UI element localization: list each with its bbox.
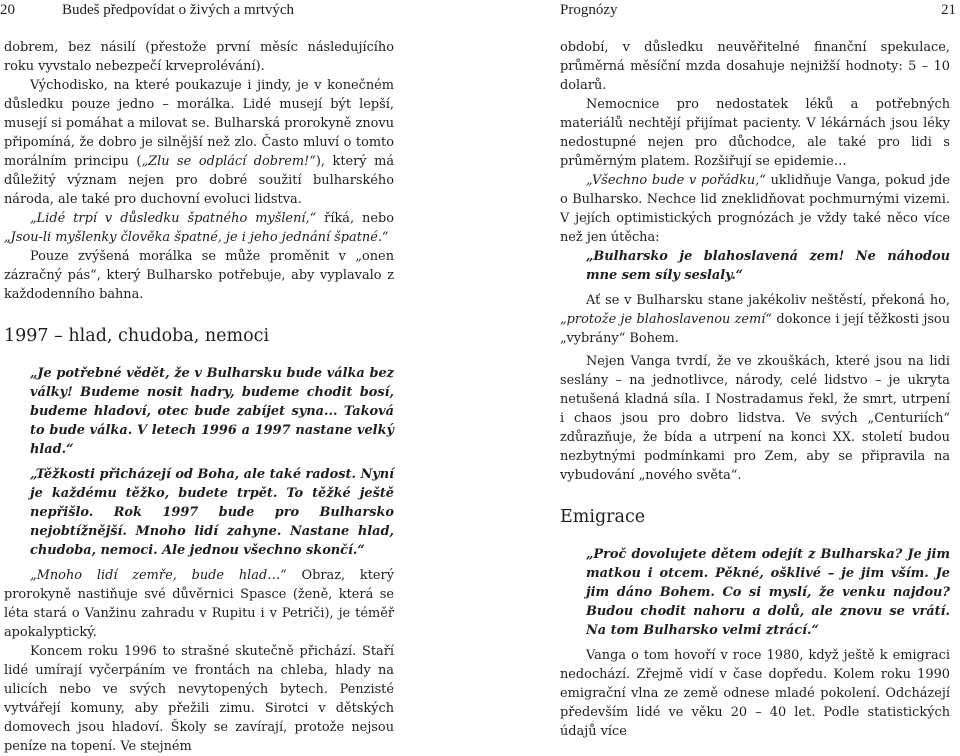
paragraph: Pouze zvýšená morálka se může proměnit v „onen zázračný pás“, který Bulharsko potřebuje, aby vyplavalo z každodenního bahna. — [4, 249, 394, 302]
text-column — [4, 38, 394, 756]
section-heading: 1997 – hlad, chudoba, nemoci — [4, 326, 270, 346]
inline-quote: „Zlu se odplácí dobrem!“ — [141, 154, 316, 169]
paragraph: Ať se v Bulharsku stane jakékoliv neštěstí, překoná ho, „protože je blahoslavenou zemí“ dokonce i její těžkosti jsou „vybrány“ Bohem. — [560, 293, 950, 346]
paragraph: dobrem, bez násilí (přestože první měsíc následujícího roku vyvstalo nebezpečí krveprolévání). — [4, 40, 394, 74]
running-title: Budeš předpovídat o živých a mrtvých — [62, 2, 295, 18]
inline-quote: „protože je blahoslavenou zemí“ — [560, 312, 772, 327]
paragraph: Nemocnice pro nedostatek léků a potřebných materiálů nechtějí přijímat pacienty. V lékárnách jsou léky nedostupné nejen pro důchodce, ale také pro lidi s průměrným platem. Rozšiřují se epidemie… — [560, 97, 950, 169]
running-title: Prognózy — [560, 2, 618, 18]
block-quote: „Je potřebné vědět, že v Bulharsku bude válka bez války! Budeme nosit hadry, budeme chodit bosí, budeme hladoví, otec bude zabíjet syna... Taková to bude válka. V letech 1996 a 1997 nastane velký hlad.“ — [30, 366, 394, 457]
paragraph: „Mnoho lidí zemře, bude hlad…“ Obraz, který prorokyně nastiňuje své důvěrnici Spasce (ženě, která se léta stará o Vanžinu zahradu v Rupitu i v Petriči), je téměř apokalyptický. — [4, 568, 394, 640]
paragraph: Vanga o tom hovoří v roce 1980, když ještě k emigraci nedochází. Zřejmě vidí v čase dopředu. Kolem roku 1990 emigrační vlna ze země odnese mladé pokolení. Odcházejí především lidé ve věku 20 – 40 let. Podle statistických údajů více — [560, 648, 950, 739]
paragraph: Východisko, na které poukazuje i jindy, je v konečném důsledku pouze jedno – morálka. Lidé musejí být lepší, musejí si pomáhat a milovat se. Bulharská prorokyně znovu připomíná, že dobro je silnější než zlo. Často mluví o tomto morálním principu („Zlu se odplácí dobrem!“), který má důležitý význam nejen pro dobré soužití bulharského národa, ale také pro duchovní evoluci lidstva. — [4, 78, 395, 207]
page-number: 21 — [941, 2, 956, 18]
block-quote: „Proč dovolujete dětem odejít z Bulharska? Je jim matkou i otcem. Pěkné, ošklivé – je jim vším. Je jim dáno Bohem. Co si myslí, že venku najdou? Budou chodit nahoru a dolů, ale znovu se vrátí. Na tom Bulharsko velmi ztrácí.“ — [586, 547, 950, 638]
page-number: 20 — [0, 2, 15, 18]
section-heading: Emigrace — [560, 507, 646, 527]
text-column — [560, 38, 950, 741]
inline-quote: „Lidé trpí v důsledku špatného myšlení,“ — [30, 211, 317, 226]
page-header — [480, 0, 960, 22]
page-header — [0, 0, 480, 22]
paragraph: Koncem roku 1996 to strašné skutečně přichází. Staří lidé umírají vyčerpáním ve frontách na chleba, hlady na ulicích nebo ve svých nevytopených bytech. Penzisté vytvářejí komuny, aby přežili zimu. Sirotci v dětských domovech jsou hladoví. Školy se zavírají, protože nejsou peníze na topení. Ve stejném — [4, 644, 394, 754]
block-quote: „Těžkosti přicházejí od Boha, ale také radost. Nyní je každému těžko, budete trpět. To těžké ještě nepřišlo. Rok 1997 bude pro Bulharsko nejobtížnější. Mnoho lidí zahyne. Nastane hlad, chudoba, nemoci. Ale jednou všechno skončí.“ — [30, 467, 395, 558]
block-quote: „Bulharsko je blahoslavená zem! Ne náhodou mne sem síly seslaly.“ — [586, 249, 950, 283]
left-page — [0, 0, 480, 754]
paragraph: „Lidé trpí v důsledku špatného myšlení,“ říká, nebo „Jsou-li myšlenky člověka špatné, je i jeho jednání špatné.“ — [4, 211, 394, 245]
inline-quote: „Všechno bude v pořádku,“ — [586, 173, 766, 188]
inline-quote: „Jsou-li myšlenky člověka špatné, je i jeho jednání špatné.“ — [4, 230, 389, 245]
inline-quote: „Mnoho lidí zemře, bude hlad…“ — [30, 568, 287, 583]
paragraph: Nejen Vanga tvrdí, že ve zkouškách, které jsou na lidi seslány – na jednotlivce, národy, celé lidstvo – je ukryta netušená kladná síla. I Nostradamus řekl, že smrt, utrpení i chaos jsou pro dobro lidstva. Ve svých „Centuriích“ zdůrazňuje, že bída a utrpení na konci XX. století budou nezbytnými podmínkami pro Zem, aby se připravila na vybudování „nového světa“. — [560, 354, 950, 483]
paragraph: „Všechno bude v pořádku,“ uklidňuje Vanga, pokud jde o Bulharsko. Nechce lid zneklidňovat pochmurnými vizemi. V jejích optimistických prognózách je vždy také něco více než jen útěcha: — [560, 173, 950, 245]
right-page — [480, 0, 960, 739]
paragraph: období, v důsledku neuvěřitelné finanční spekulace, průměrná měsíční mzda dosahuje nejnižší hodnoty: 5 – 10 dolarů. — [560, 40, 950, 93]
